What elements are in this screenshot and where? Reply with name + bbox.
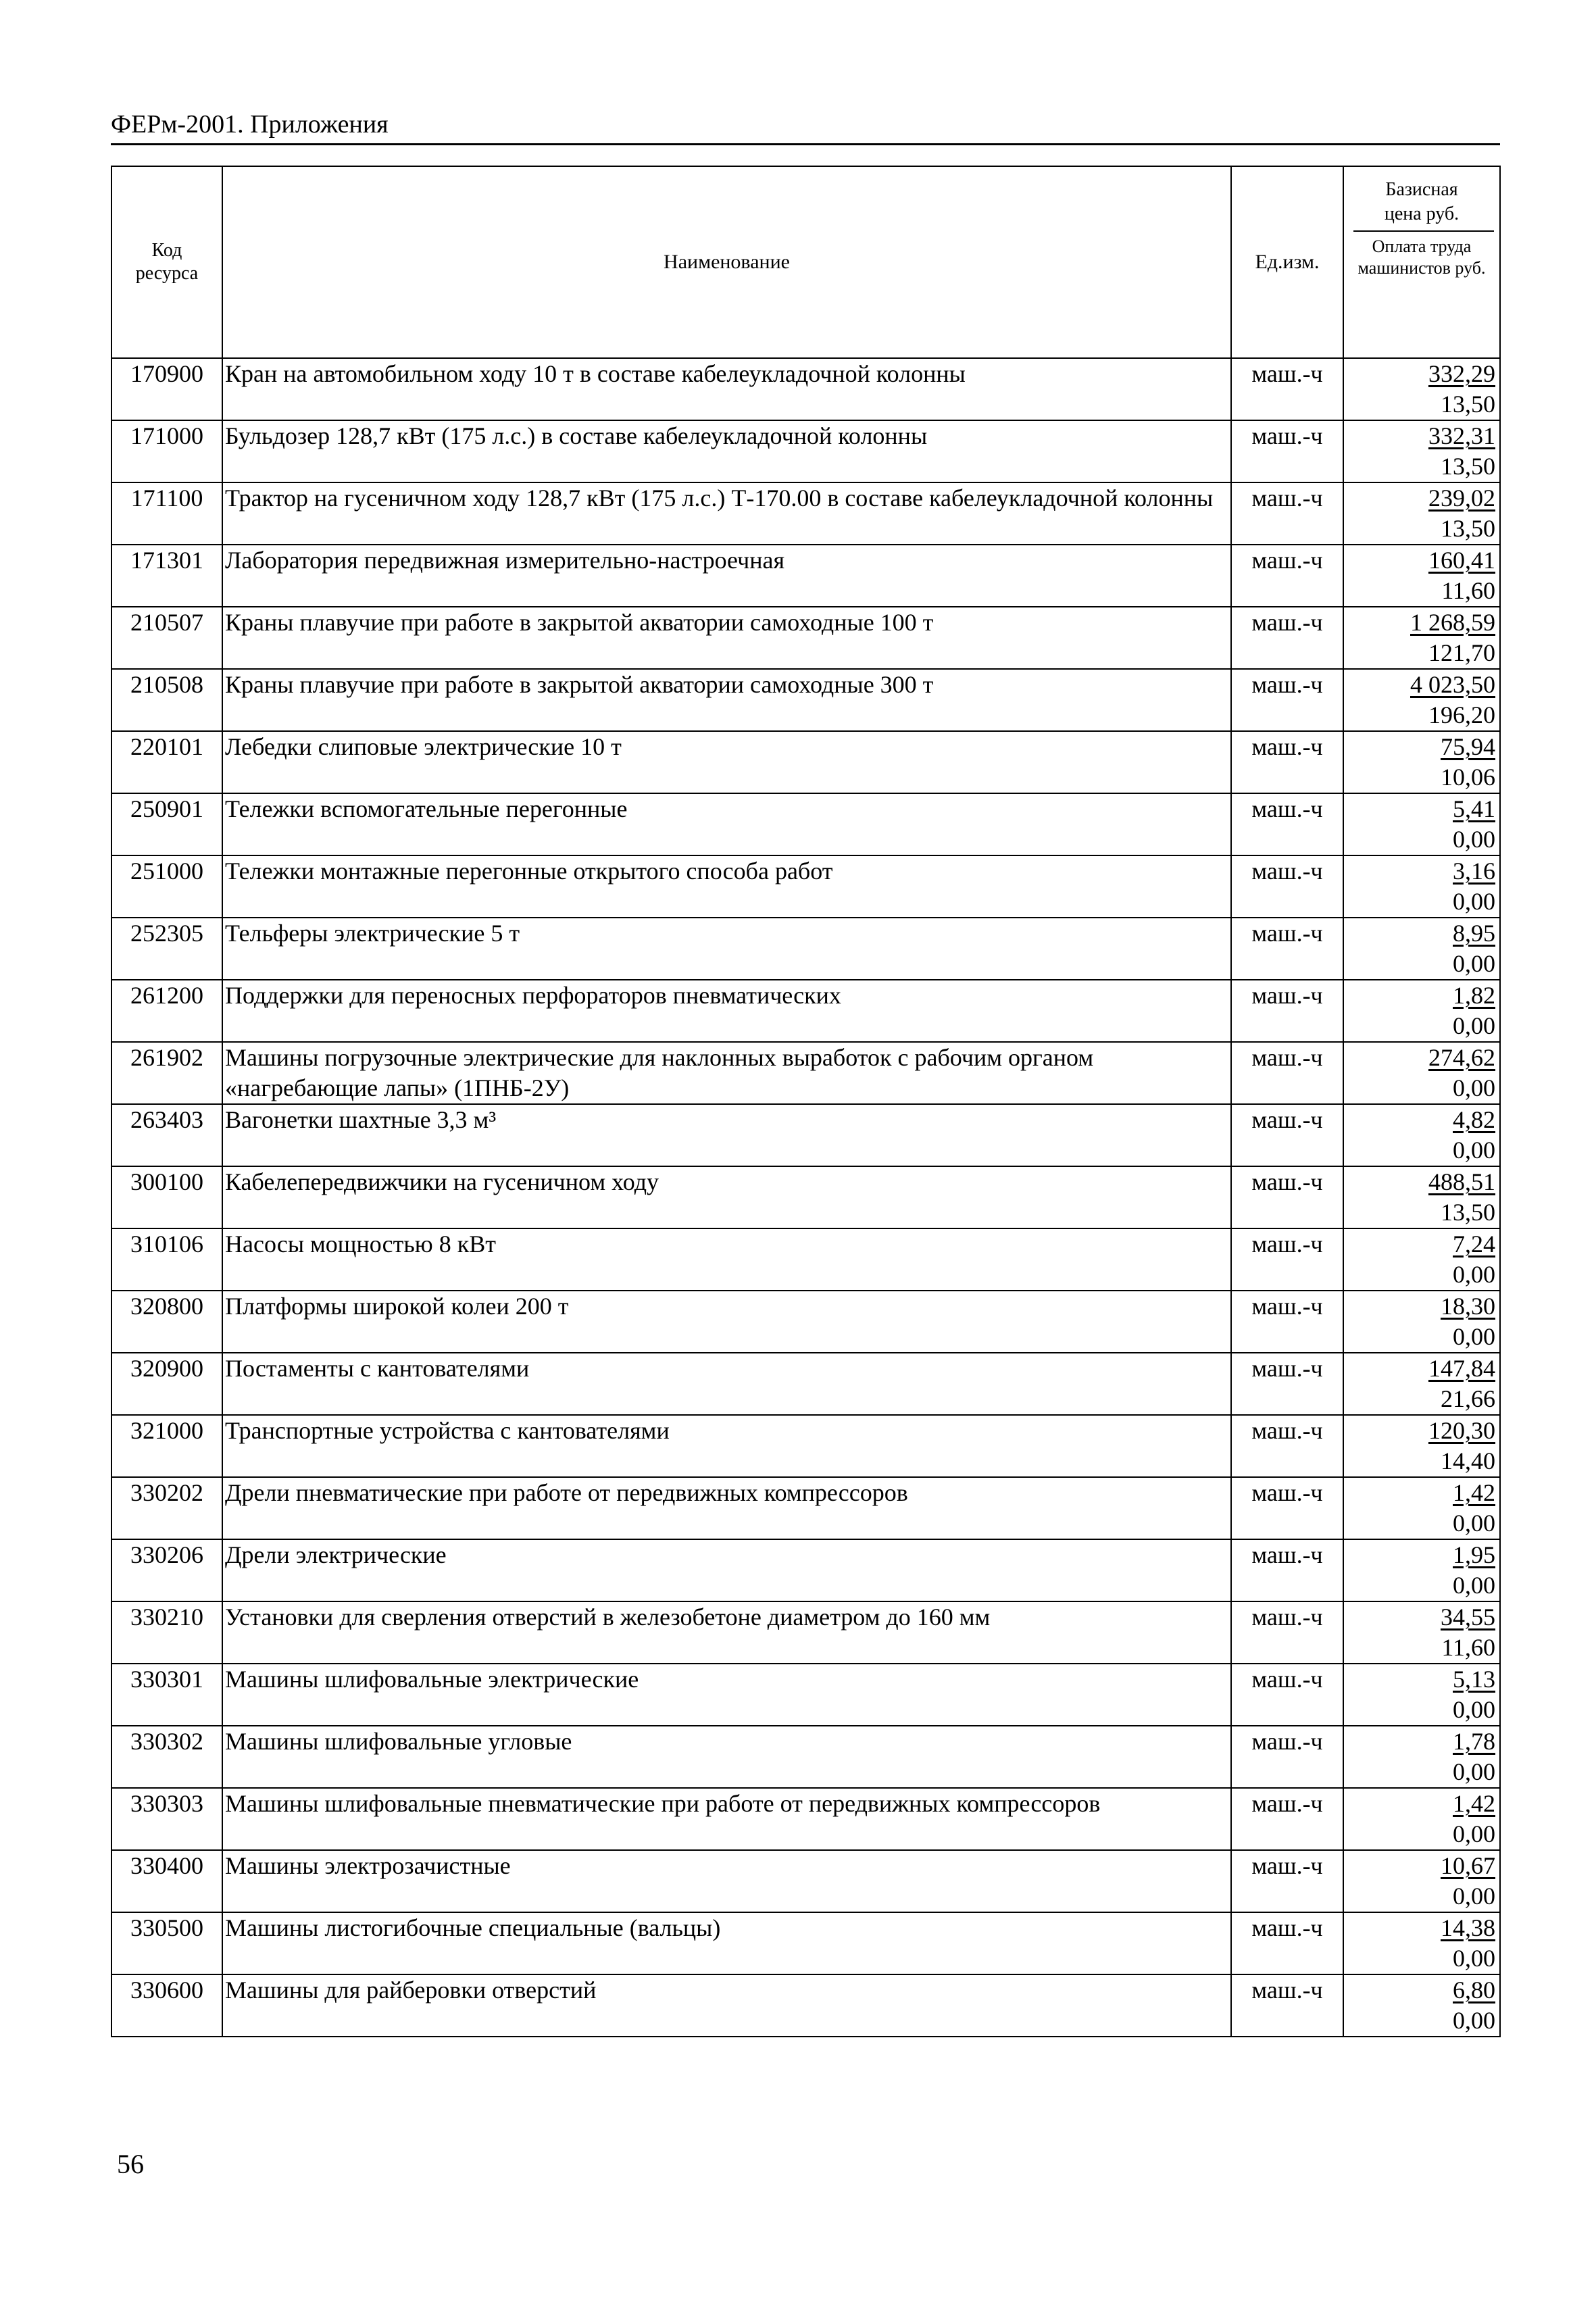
resource-name: Машины шлифовальные электрические [222, 1664, 1231, 1726]
table-row [111, 1726, 1500, 1788]
table-row [111, 1539, 1500, 1601]
resource-price-cell [1343, 1042, 1500, 1104]
page-header [111, 108, 1500, 145]
resource-code: 171301 [111, 545, 222, 607]
resource-code: 321000 [111, 1415, 222, 1477]
resource-price-cell [1343, 1601, 1500, 1664]
resource-code: 263403 [111, 1104, 222, 1166]
table-row [111, 1788, 1500, 1850]
table-header-row [111, 166, 1500, 358]
resource-code: 210507 [111, 607, 222, 669]
resource-price-cell [1343, 918, 1500, 980]
operator-wage: 0,00 [1453, 1074, 1495, 1101]
base-price: 7,24 [1453, 1230, 1495, 1258]
table-row [111, 980, 1500, 1042]
table-row [111, 545, 1500, 607]
resource-unit: маш.-ч [1231, 607, 1343, 669]
table-row [111, 793, 1500, 855]
resource-unit: маш.-ч [1231, 980, 1343, 1042]
resource-name: Транспортные устройства с кантователями [222, 1415, 1231, 1477]
resource-price-cell [1343, 731, 1500, 793]
base-price: 14,38 [1441, 1914, 1495, 1941]
table-row [111, 482, 1500, 545]
table-row [111, 1477, 1500, 1539]
resource-code: 251000 [111, 855, 222, 918]
resource-name: Поддержки для переносных перфораторов пневматических [222, 980, 1231, 1042]
resource-code: 252305 [111, 918, 222, 980]
price-header-base: Базисная цена руб. [1384, 179, 1460, 224]
resource-name: Машины листогибочные специальные (вальцы) [222, 1912, 1231, 1974]
resource-price-cell [1343, 1539, 1500, 1601]
resource-code: 300100 [111, 1166, 222, 1228]
resources-table [111, 166, 1501, 2037]
resource-unit: маш.-ч [1231, 1477, 1343, 1539]
resource-code: 320800 [111, 1291, 222, 1353]
base-price: 34,55 [1441, 1603, 1495, 1631]
resource-price-cell [1343, 1353, 1500, 1415]
resource-price-cell [1343, 607, 1500, 669]
resource-price-cell [1343, 1228, 1500, 1291]
table-row [111, 1104, 1500, 1166]
operator-wage: 0,00 [1453, 950, 1495, 977]
resource-code: 330302 [111, 1726, 222, 1788]
base-price: 4 023,50 [1410, 671, 1495, 698]
resource-name: Дрели пневматические при работе от передвижных компрессоров [222, 1477, 1231, 1539]
resource-unit: маш.-ч [1231, 358, 1343, 420]
operator-wage: 0,00 [1453, 1696, 1495, 1723]
resource-name: Машины электрозачистные [222, 1850, 1231, 1912]
resource-name: Кран на автомобильном ходу 10 т в составе кабелеукладочной колонны [222, 358, 1231, 420]
resource-price-cell [1343, 1664, 1500, 1726]
resource-name: Лаборатория передвижная измерительно-настроечная [222, 545, 1231, 607]
operator-wage: 0,00 [1453, 826, 1495, 853]
resource-unit: маш.-ч [1231, 731, 1343, 793]
operator-wage: 0,00 [1453, 2007, 1495, 2034]
resource-name: Тележки монтажные перегонные открытого способа работ [222, 855, 1231, 918]
operator-wage: 13,50 [1441, 453, 1495, 480]
resource-name: Кабелепередвижчики на гусеничном ходу [222, 1166, 1231, 1228]
resource-unit: маш.-ч [1231, 1850, 1343, 1912]
column-header-name: Наименование [222, 166, 1231, 358]
base-price: 1,42 [1453, 1790, 1495, 1817]
price-header-divider [1353, 230, 1494, 232]
base-price: 5,13 [1453, 1666, 1495, 1693]
resource-code: 170900 [111, 358, 222, 420]
resource-code: 210508 [111, 669, 222, 731]
resource-unit: маш.-ч [1231, 482, 1343, 545]
resource-unit: маш.-ч [1231, 1353, 1343, 1415]
resource-code: 320900 [111, 1353, 222, 1415]
table-row [111, 358, 1500, 420]
resource-price-cell [1343, 1415, 1500, 1477]
document-title: ФЕРм-2001. Приложения [111, 110, 389, 139]
table-row [111, 1228, 1500, 1291]
resource-price-cell [1343, 1291, 1500, 1353]
base-price: 75,94 [1441, 733, 1495, 760]
resource-unit: маш.-ч [1231, 918, 1343, 980]
base-price: 4,82 [1453, 1106, 1495, 1133]
operator-wage: 14,40 [1441, 1447, 1495, 1474]
resource-name: Насосы мощностью 8 кВт [222, 1228, 1231, 1291]
table-row [111, 1042, 1500, 1104]
table-row [111, 1291, 1500, 1353]
resource-unit: маш.-ч [1231, 420, 1343, 482]
operator-wage: 13,50 [1441, 515, 1495, 542]
resource-unit: маш.-ч [1231, 1415, 1343, 1477]
resource-unit: маш.-ч [1231, 1539, 1343, 1601]
operator-wage: 0,00 [1453, 1137, 1495, 1164]
table-row [111, 731, 1500, 793]
resource-name: Бульдозер 128,7 кВт (175 л.с.) в составе кабелеукладочной колонны [222, 420, 1231, 482]
resource-name: Дрели электрические [222, 1539, 1231, 1601]
resource-unit: маш.-ч [1231, 669, 1343, 731]
resource-name: Машины погрузочные электрические для наклонных выработок с рабочим органом «нагребающие лапы» (1ПНБ-2У) [222, 1042, 1231, 1104]
resource-name: Краны плавучие при работе в закрытой акватории самоходные 100 т [222, 607, 1231, 669]
base-price: 10,67 [1441, 1852, 1495, 1879]
resource-unit: маш.-ч [1231, 1912, 1343, 1974]
resource-name: Машины шлифовальные пневматические при работе от передвижных компрессоров [222, 1788, 1231, 1850]
resource-unit: маш.-ч [1231, 793, 1343, 855]
resource-price-cell [1343, 482, 1500, 545]
resource-price-cell [1343, 855, 1500, 918]
resource-price-cell [1343, 1974, 1500, 2037]
resource-price-cell [1343, 669, 1500, 731]
resource-name: Краны плавучие при работе в закрытой акватории самоходные 300 т [222, 669, 1231, 731]
column-header-price [1343, 166, 1500, 358]
resource-name: Машины для райберовки отверстий [222, 1974, 1231, 2037]
operator-wage: 0,00 [1453, 1012, 1495, 1039]
resource-unit: маш.-ч [1231, 1788, 1343, 1850]
operator-wage: 196,20 [1428, 701, 1495, 728]
operator-wage: 0,00 [1453, 1945, 1495, 1972]
resource-code: 330303 [111, 1788, 222, 1850]
base-price: 120,30 [1428, 1417, 1495, 1444]
column-header-unit: Ед.изм. [1231, 166, 1343, 358]
resource-unit: маш.-ч [1231, 1042, 1343, 1104]
resource-price-cell [1343, 1477, 1500, 1539]
resource-unit: маш.-ч [1231, 1104, 1343, 1166]
operator-wage: 11,60 [1441, 1634, 1495, 1661]
resource-code: 310106 [111, 1228, 222, 1291]
base-price: 3,16 [1453, 857, 1495, 885]
table-row [111, 1850, 1500, 1912]
column-header-code: Код ресурса [111, 166, 222, 358]
resource-name: Вагонетки шахтные 3,3 м³ [222, 1104, 1231, 1166]
table-row [111, 1664, 1500, 1726]
resource-code: 220101 [111, 731, 222, 793]
resource-code: 250901 [111, 793, 222, 855]
resource-unit: маш.-ч [1231, 1291, 1343, 1353]
resource-name: Установки для сверления отверстий в железобетоне диаметром до 160 мм [222, 1601, 1231, 1664]
operator-wage: 0,00 [1453, 1323, 1495, 1350]
resource-unit: маш.-ч [1231, 1601, 1343, 1664]
operator-wage: 13,50 [1441, 1199, 1495, 1226]
table-row [111, 918, 1500, 980]
resource-price-cell [1343, 1166, 1500, 1228]
operator-wage: 121,70 [1428, 639, 1495, 666]
table-row [111, 1601, 1500, 1664]
resource-code: 330210 [111, 1601, 222, 1664]
resource-price-cell [1343, 1850, 1500, 1912]
operator-wage: 0,00 [1453, 1758, 1495, 1785]
operator-wage: 0,00 [1453, 1883, 1495, 1910]
base-price: 18,30 [1441, 1293, 1495, 1320]
resource-unit: маш.-ч [1231, 1974, 1343, 2037]
table-row [111, 1166, 1500, 1228]
resource-unit: маш.-ч [1231, 855, 1343, 918]
resource-name: Тележки вспомогательные перегонные [222, 793, 1231, 855]
resource-unit: маш.-ч [1231, 1664, 1343, 1726]
base-price: 332,29 [1428, 360, 1495, 387]
resource-code: 330202 [111, 1477, 222, 1539]
resource-unit: маш.-ч [1231, 545, 1343, 607]
operator-wage: 0,00 [1453, 1820, 1495, 1847]
base-price: 160,41 [1428, 547, 1495, 574]
base-price: 274,62 [1428, 1044, 1495, 1071]
base-price: 8,95 [1453, 920, 1495, 947]
base-price: 239,02 [1428, 484, 1495, 512]
base-price: 488,51 [1428, 1168, 1495, 1195]
resource-code: 330400 [111, 1850, 222, 1912]
resource-name: Лебедки слиповые электрические 10 т [222, 731, 1231, 793]
operator-wage: 0,00 [1453, 1572, 1495, 1599]
table-row [111, 1353, 1500, 1415]
base-price: 332,31 [1428, 422, 1495, 449]
resource-code: 330206 [111, 1539, 222, 1601]
base-price: 1 268,59 [1410, 609, 1495, 636]
operator-wage: 0,00 [1453, 1510, 1495, 1537]
base-price: 1,78 [1453, 1728, 1495, 1755]
table-row [111, 1415, 1500, 1477]
table-body [111, 358, 1500, 2037]
operator-wage: 21,66 [1441, 1385, 1495, 1412]
operator-wage: 13,50 [1441, 391, 1495, 418]
base-price: 147,84 [1428, 1355, 1495, 1382]
table-row [111, 420, 1500, 482]
page-number: 56 [117, 2149, 144, 2179]
resource-unit: маш.-ч [1231, 1166, 1343, 1228]
resource-code: 171100 [111, 482, 222, 545]
table-row [111, 607, 1500, 669]
resource-code: 330500 [111, 1912, 222, 1974]
resource-price-cell [1343, 420, 1500, 482]
operator-wage: 10,06 [1441, 764, 1495, 791]
resource-code: 261200 [111, 980, 222, 1042]
resource-price-cell [1343, 1104, 1500, 1166]
resource-code: 171000 [111, 420, 222, 482]
resource-price-cell [1343, 358, 1500, 420]
operator-wage: 0,00 [1453, 888, 1495, 915]
base-price: 6,80 [1453, 1976, 1495, 2003]
resource-price-cell [1343, 545, 1500, 607]
operator-wage: 0,00 [1453, 1261, 1495, 1288]
resource-name: Постаменты с кантователями [222, 1353, 1231, 1415]
table-row [111, 669, 1500, 731]
table-row [111, 855, 1500, 918]
base-price: 1,95 [1453, 1541, 1495, 1568]
resource-name: Трактор на гусеничном ходу 128,7 кВт (175 л.с.) Т-170.00 в составе кабелеукладочной колонны [222, 482, 1231, 545]
resource-name: Тельферы электрические 5 т [222, 918, 1231, 980]
resource-unit: маш.-ч [1231, 1726, 1343, 1788]
base-price: 1,42 [1453, 1479, 1495, 1506]
resource-name: Платформы широкой колеи 200 т [222, 1291, 1231, 1353]
operator-wage: 11,60 [1441, 577, 1495, 604]
resource-price-cell [1343, 980, 1500, 1042]
resource-name: Машины шлифовальные угловые [222, 1726, 1231, 1788]
table-row [111, 1974, 1500, 2037]
resource-code: 261902 [111, 1042, 222, 1104]
resource-unit: маш.-ч [1231, 1228, 1343, 1291]
base-price: 5,41 [1453, 795, 1495, 822]
resource-price-cell [1343, 793, 1500, 855]
resource-code: 330600 [111, 1974, 222, 2037]
resource-code: 330301 [111, 1664, 222, 1726]
resource-price-cell [1343, 1726, 1500, 1788]
base-price: 1,82 [1453, 982, 1495, 1009]
table-row [111, 1912, 1500, 1974]
resource-price-cell [1343, 1912, 1500, 1974]
resource-price-cell [1343, 1788, 1500, 1850]
price-header-wage: Оплата труда машинистов руб. [1357, 237, 1486, 278]
